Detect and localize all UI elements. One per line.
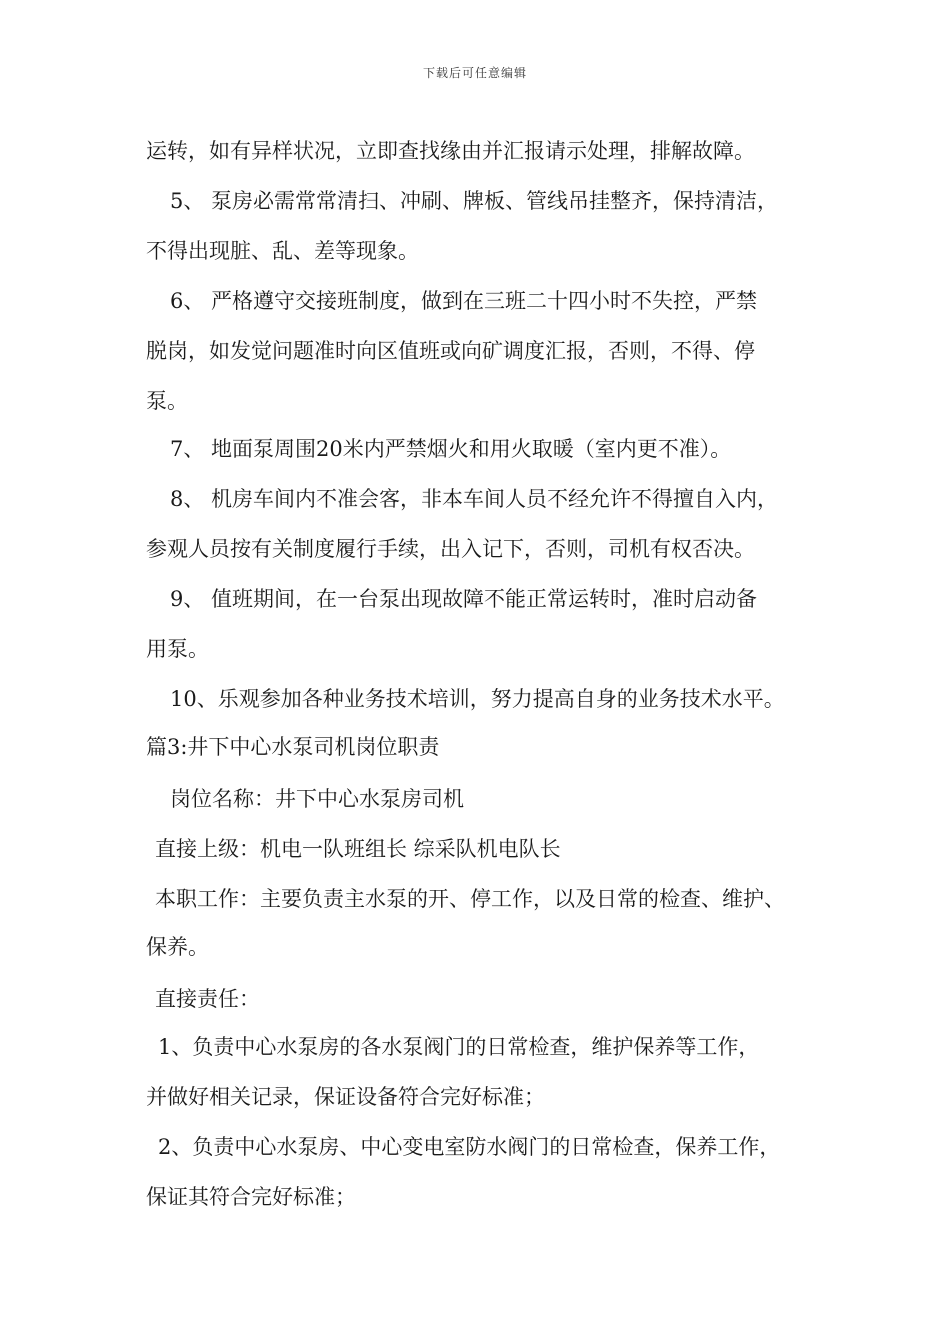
list-item-7: 7、 地面泵周围20米内严禁烟火和用火取暖（室内更不准）。 xyxy=(170,437,732,461)
section-heading: 篇3:井下中心水泵司机岗位职责 xyxy=(146,735,440,759)
paragraph-line: 不得出现脏、乱、差等现象。 xyxy=(146,239,419,263)
responsibility-heading: 直接责任： xyxy=(155,987,260,1011)
responsibility-item-1: 1、负责中心水泵房的各水泵阀门的日常检查，维护保养等工作， xyxy=(158,1035,760,1059)
paragraph-line: 脱岗，如发觉问题准时向区值班或向矿调度汇报，否则，不得、停 xyxy=(146,339,755,363)
list-item-5: 5、 泵房必需常常清扫、冲刷、牌板、管线吊挂整齐，保持清洁， xyxy=(170,189,779,213)
list-item-8: 8、 机房车间内不准会客，非本车间人员不经允许不得擅自入内， xyxy=(170,487,779,511)
list-item-6: 6、 严格遵守交接班制度，做到在三班二十四小时不失控，严禁 xyxy=(170,289,758,313)
job-title-line: 岗位名称：井下中心水泵房司机 xyxy=(170,787,464,811)
paragraph-line: 并做好相关记录，保证设备符合完好标准； xyxy=(146,1085,545,1109)
paragraph-line: 运转，如有异样状况，立即查找缘由并汇报请示处理，排解故障。 xyxy=(146,139,755,163)
list-item-10: 10、乐观参加各种业务技术培训，努力提高自身的业务技术水平。 xyxy=(170,687,785,711)
paragraph-line: 泵。 xyxy=(146,389,188,413)
page-header: 下载后可任意编辑 xyxy=(422,66,527,80)
responsibility-item-2: 2、负责中心水泵房、中心变电室防水阀门的日常检查，保养工作， xyxy=(158,1135,781,1159)
duties-line: 本职工作：主要负责主水泵的开、停工作，以及日常的检查、维护、 xyxy=(155,887,785,911)
list-item-9: 9、 值班期间，在一台泵出现故障不能正常运转时，准时启动备 xyxy=(170,587,758,611)
paragraph-line: 保养。 xyxy=(146,935,209,959)
paragraph-line: 用泵。 xyxy=(146,637,209,661)
supervisor-line: 直接上级：机电一队班组长 综采队机电队长 xyxy=(155,837,561,861)
paragraph-line: 参观人员按有关制度履行手续，出入记下，否则，司机有权否决。 xyxy=(146,537,755,561)
paragraph-line: 保证其符合完好标准； xyxy=(146,1185,356,1209)
